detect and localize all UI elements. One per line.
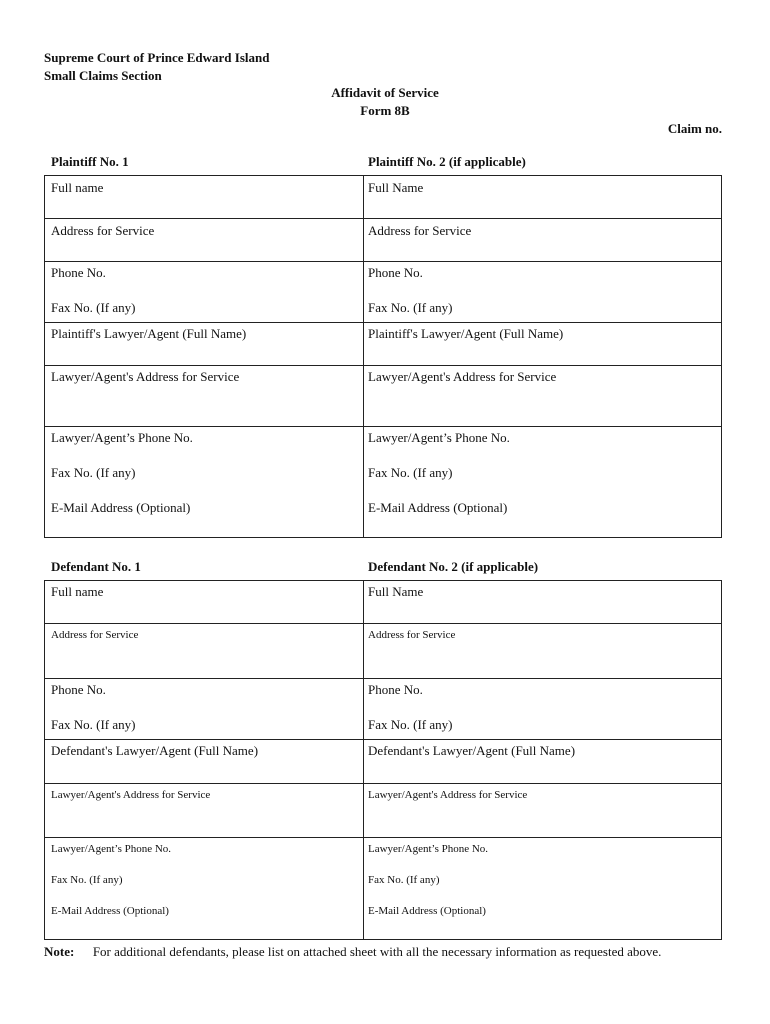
plaintiff-2-full-name-field[interactable]: Full Name [368,180,424,195]
plaintiff-1-fax-field[interactable]: Fax No. (If any) [51,300,136,315]
court-name: Supreme Court of Prince Edward Island [44,50,270,65]
note [44,944,661,960]
defendant-row-lawyer-name [45,739,721,783]
defendant-row-full-name [45,581,721,623]
form-number: Form 8B [360,103,410,118]
plaintiff-row-full-name [45,176,721,218]
claim-no-label: Claim no. [667,121,722,136]
defendant-1-lawyer-email-field[interactable]: E-Mail Address (Optional) [51,905,169,917]
plaintiff-2-lawyer-fax-field[interactable]: Fax No. (If any) [368,465,453,480]
defendant-2-title: Defendant No. 2 (if applicable) [368,559,539,574]
defendant-1-fax-field[interactable]: Fax No. (If any) [51,717,136,732]
defendant-1-lawyer-name-field[interactable]: Defendant's Lawyer/Agent (Full Name) [51,743,259,758]
defendant-1-lawyer-fax-field[interactable]: Fax No. (If any) [51,874,123,886]
defendant-2-address-field[interactable]: Address for Service [368,629,456,641]
plaintiff-2-fax-field[interactable]: Fax No. (If any) [368,300,453,315]
plaintiff-1-lawyer-email-field[interactable]: E-Mail Address (Optional) [51,500,191,515]
defendant-row-lawyer-address [45,783,721,837]
defendant-row-phone-fax [45,678,721,739]
defendant-2-lawyer-address-field[interactable]: Lawyer/Agent's Address for Service [368,789,528,801]
plaintiff-1-full-name-field[interactable]: Full name [51,180,104,195]
plaintiff-2-lawyer-address-field[interactable]: Lawyer/Agent's Address for Service [368,369,557,384]
defendant-2-phone-field[interactable]: Phone No. [368,682,423,697]
note-label: Note: [44,944,75,959]
defendant-row-lawyer-contact [45,837,721,939]
plaintiff-1-lawyer-name-field[interactable]: Plaintiff's Lawyer/Agent (Full Name) [51,326,247,341]
note-text: For additional defendants, please list on attached sheet with all the necessary information as requested above. [92,944,662,959]
defendant-1-lawyer-address-field[interactable]: Lawyer/Agent's Address for Service [51,789,211,801]
defendant-2-lawyer-name-field[interactable]: Defendant's Lawyer/Agent (Full Name) [368,743,576,758]
plaintiff-table [44,175,722,538]
defendant-2-full-name-field[interactable]: Full Name [368,584,424,599]
plaintiff-2-phone-field[interactable]: Phone No. [368,265,423,280]
defendant-row-address [45,623,721,678]
defendant-table [44,580,722,940]
plaintiff-2-lawyer-email-field[interactable]: E-Mail Address (Optional) [368,500,508,515]
defendant-2-fax-field[interactable]: Fax No. (If any) [368,717,453,732]
plaintiff-row-phone-fax [45,261,721,322]
defendant-1-address-field[interactable]: Address for Service [51,629,139,641]
plaintiff-1-title: Plaintiff No. 1 [51,154,129,169]
plaintiff-row-lawyer-address [45,365,721,426]
plaintiff-1-address-field[interactable]: Address for Service [51,223,155,238]
plaintiff-row-lawyer-contact [45,426,721,537]
plaintiff-2-lawyer-name-field[interactable]: Plaintiff's Lawyer/Agent (Full Name) [368,326,564,341]
plaintiff-1-lawyer-fax-field[interactable]: Fax No. (If any) [51,465,136,480]
plaintiff-row-lawyer-name [45,322,721,365]
plaintiff-row-address [45,218,721,261]
defendant-1-full-name-field[interactable]: Full name [51,584,104,599]
plaintiff-2-address-field[interactable]: Address for Service [368,223,472,238]
court-section: Small Claims Section [44,68,162,83]
defendant-1-lawyer-phone-field[interactable]: Lawyer/Agent’s Phone No. [51,843,172,855]
defendant-1-title: Defendant No. 1 [51,559,141,574]
plaintiff-2-lawyer-phone-field[interactable]: Lawyer/Agent’s Phone No. [368,430,510,445]
defendant-2-lawyer-email-field[interactable]: E-Mail Address (Optional) [368,905,486,917]
plaintiff-1-lawyer-phone-field[interactable]: Lawyer/Agent’s Phone No. [51,430,193,445]
form-title: Affidavit of Service [331,85,439,100]
plaintiff-2-title: Plaintiff No. 2 (if applicable) [368,154,526,169]
defendant-2-lawyer-fax-field[interactable]: Fax No. (If any) [368,874,440,886]
plaintiff-1-lawyer-address-field[interactable]: Lawyer/Agent's Address for Service [51,369,240,384]
defendant-2-lawyer-phone-field[interactable]: Lawyer/Agent’s Phone No. [368,843,489,855]
plaintiff-1-phone-field[interactable]: Phone No. [51,265,106,280]
defendant-1-phone-field[interactable]: Phone No. [51,682,106,697]
